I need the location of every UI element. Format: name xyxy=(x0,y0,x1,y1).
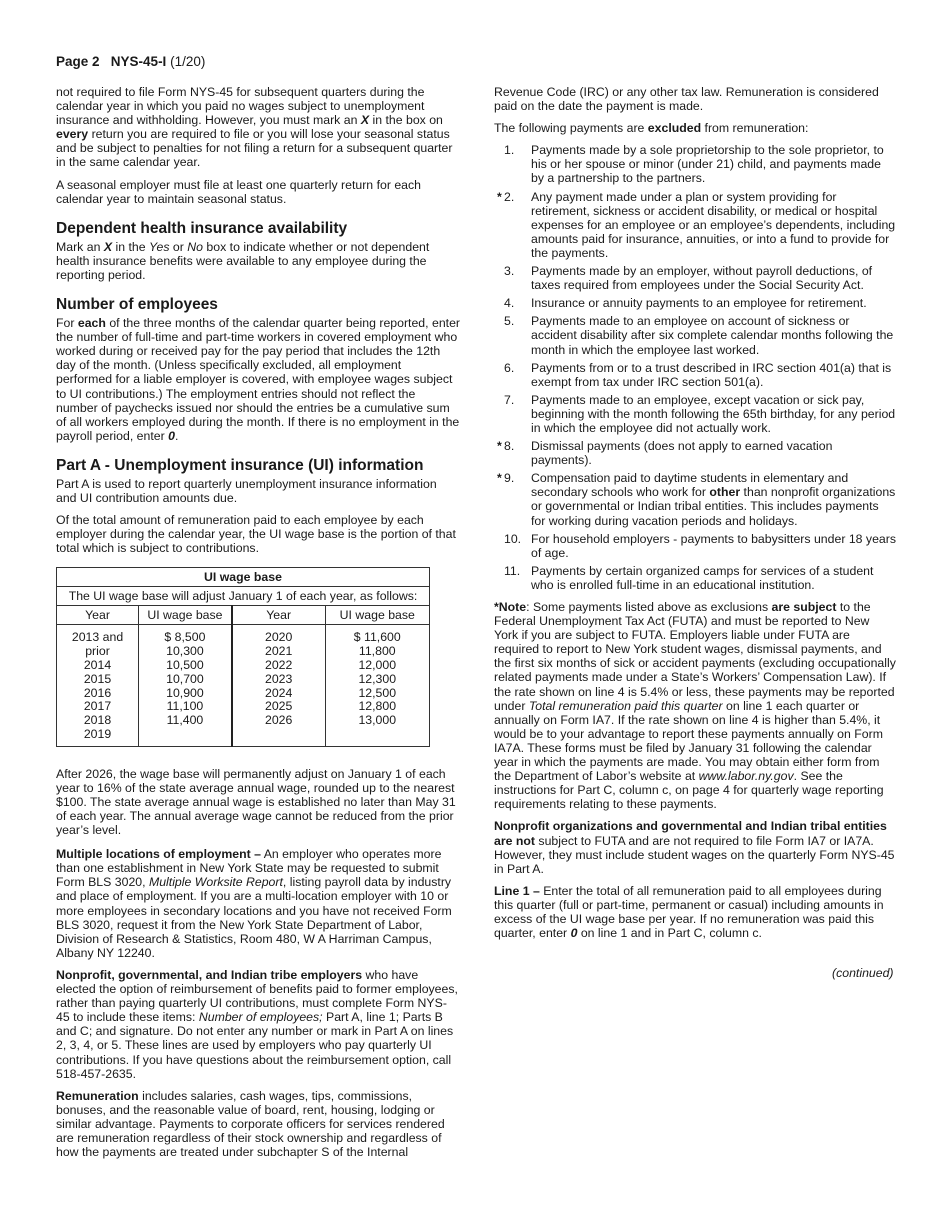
table-cell: 11,800 xyxy=(358,644,396,659)
asterisk-marker: * xyxy=(497,189,502,204)
table-data-row xyxy=(57,625,430,746)
item-number: 1. xyxy=(504,143,515,158)
table-wage-column xyxy=(139,625,232,746)
table-cell: 2017 xyxy=(83,699,112,714)
right-column xyxy=(494,85,896,948)
table-cell: 11,400 xyxy=(166,713,204,728)
form-date: (1/20) xyxy=(170,54,206,69)
left-column xyxy=(56,85,460,1167)
item-text: Compensation paid to daytime students in elementary and secondary schools who work for xyxy=(531,471,849,500)
table-cell: 2013 and prior xyxy=(71,630,124,659)
table-cell: 12,300 xyxy=(358,671,397,686)
exclusion-item xyxy=(494,296,896,310)
table-cell: 2015 xyxy=(83,671,112,686)
table-cell: 10,300 xyxy=(166,644,204,659)
note-paragraph: *Note: Some payments listed above as exclusions are subject to the Federal Unemployment Tax Act (FUTA) and must be reported to New York if you are subject to FUTA. Employers liable under FUTA are required to report to New York student wages, dismissal payments, and the first six months of sick or accident payments (excluding occupationally related payments made under a State’s Workers’ Compensation Law). If the rate shown on line 4 is 5.4% or less, these payments may be reported under Total remuneration paid this quarter on line 1 each quarter or annually on Form IA7. If the rate shown on line 4 is higher than 5.4%, it would be to your advantage to report these payments annually on Form IA7A. These forms must be filed by January 31 following the calendar year in which the payments are made. You may obtain either form from the Department of Labor’s website at www.labor.ny.gov. See the instructions for Part C, column c, on page 4 for quarterly wage reporting requirements relating to these payments. xyxy=(494,600,896,812)
part-a-paragraph-2: Of the total amount of remuneration paid to each employee by each employer during the calendar year, the UI wage base is the portion of that total which is subject to contributions. xyxy=(56,513,456,556)
exclusion-item xyxy=(494,314,896,356)
exclusion-item xyxy=(494,143,896,185)
item-text: For household employers - payments to babysitters under 18 years of age. xyxy=(531,531,896,560)
item-text: Any payment made under a plan or system providing for retirement, sickness or accident disability, or medical or hospital expenses for an employee or an employee’s dependents, including amounts paid for insurance, annuities, or into a fund to provide for the payments. xyxy=(531,189,896,260)
table-cell: 2021 xyxy=(264,644,293,659)
item-number: 6. xyxy=(504,360,515,375)
ui-wage-base-table xyxy=(56,567,430,746)
table-cell: 2022 xyxy=(264,657,293,672)
table-year-column xyxy=(57,625,139,746)
item-text: Payments by certain organized camps for services of a student who is enrolled full-time in an educational institution. xyxy=(531,563,874,592)
table-subtitle: The UI wage base will adjust January 1 of each year, as follows: xyxy=(57,587,430,606)
page-header xyxy=(56,54,205,69)
table-header: UI wage base xyxy=(325,606,429,625)
item-text: Payments made by a sole proprietorship to the sole proprietor, to his or her spouse or minor (under 21) child, and payments made by a partnership to the partners. xyxy=(531,143,884,186)
exclusion-item xyxy=(494,393,896,435)
table-title: UI wage base xyxy=(57,568,430,587)
page-number: Page 2 xyxy=(56,54,100,69)
item-number: 7. xyxy=(504,392,515,407)
table-wage-column xyxy=(325,625,429,746)
item-text: Dismissal payments (does not apply to earned vacation payments). xyxy=(531,439,833,468)
heading-number-of-employees: Number of employees xyxy=(56,296,218,314)
heading-part-a: Part A - Unemployment insurance (UI) information xyxy=(56,456,424,474)
item-number: 2. xyxy=(504,189,515,204)
table-cell: 10,700 xyxy=(166,671,204,686)
exclusion-item xyxy=(494,471,896,527)
part-a-paragraph-1: Part A is used to report quarterly unemployment insurance information and UI contribution amounts due. xyxy=(56,476,437,505)
exclusion-item xyxy=(494,564,896,592)
exclusion-item xyxy=(494,439,896,467)
table-cell: 2018 xyxy=(83,713,112,728)
continued-label: (continued) xyxy=(832,966,894,980)
item-number: 8. xyxy=(504,439,515,454)
item-text: than nonprofit organizations or governmental or Indian tribal entities. This includes payments for working during vacation periods and holidays. xyxy=(531,485,896,528)
asterisk-marker: * xyxy=(497,471,502,486)
table-cell: 2023 xyxy=(264,671,293,686)
item-number: 11. xyxy=(504,563,521,578)
table-header: Year xyxy=(232,606,325,625)
table-cell: 2026 xyxy=(264,713,293,728)
item-text: other xyxy=(709,485,741,500)
excluded-intro: The following payments are excluded from remuneration: xyxy=(494,121,809,136)
dependent-health-paragraph: Mark an X in the Yes or No box to indicate whether or not dependent health insurance benefits were available to any employee during the reporting period. xyxy=(56,239,430,282)
table-cell: 11,100 xyxy=(166,699,204,714)
item-text: Payments from or to a trust described in IRC section 401(a) that is exempt from tax under IRC section 501(a). xyxy=(531,360,892,389)
form-id: NYS-45-I xyxy=(110,54,167,69)
item-text: Payments made to an employee on account of sickness or accident disability after six complete calendar months following the month in which the employee last worked. xyxy=(531,314,894,357)
table-cell: 2019 xyxy=(83,726,112,741)
item-text: Payments made to an employee, except vacation or sick pay, beginning with the month following the 65th birthday, for any period in which the employee did not actually work. xyxy=(531,392,896,435)
table-header: Year xyxy=(57,606,139,625)
table-cell: 12,800 xyxy=(358,699,397,714)
remuneration-continued: Revenue Code (IRC) or any other tax law. Remuneration is considered paid on the date the payment is made. xyxy=(494,85,879,114)
exclusion-item xyxy=(494,361,896,389)
table-cell: 13,000 xyxy=(358,713,397,728)
seasonal-paragraph: not required to file Form NYS-45 for subsequent quarters during the calendar year in which you paid no wages subject to unemployment insurance and withholding. However, you must mark an X in the box on every return you are required to file or you will lose your seasonal status and be subject to penalties for not filing a return for a subsequent quarter in the same calendar year. xyxy=(56,85,453,170)
exclusions-list xyxy=(494,143,896,592)
table-cell: 2024 xyxy=(264,685,293,700)
item-number: 5. xyxy=(504,314,515,329)
table-cell: 2020 xyxy=(264,630,293,645)
item-number: 4. xyxy=(504,296,515,311)
exclusion-item xyxy=(494,190,896,260)
item-number: 9. xyxy=(504,471,515,486)
table-cell: 2025 xyxy=(264,699,293,714)
nonprofit-employers-paragraph: Nonprofit, governmental, and Indian tribe employers who have elected the option of reimbursement of benefits paid to former employees, rather than paying quarterly UI contributions, must complete Form NYS-45 to include these items: Number of employees; Part A, line 1; Parts B and C; and signature. Do not enter any number or mark in Part A on lines 2, 3, 4, or 5. These lines are used by employers who pay quarterly UI contributions. If you have questions about the reimbursement option, call 518-457-2635. xyxy=(56,967,458,1081)
asterisk-marker: * xyxy=(497,439,502,454)
exclusion-item xyxy=(494,264,896,292)
table-cell: 10,500 xyxy=(166,657,204,672)
line-1-paragraph: Line 1 – Enter the total of all remuneration paid to all employees during this quarter (full or part-time, permanent or casual) including amounts in excess of the UI wage base per year. If no remuneration was paid this quarter, enter 0 on line 1 and in Part C, column c. xyxy=(494,883,884,941)
nonprofit-organizations-paragraph: Nonprofit organizations and governmental and Indian tribal entities are not subject to FUTA and are not required to file Form IA7 or IA7A. However, they must include student wages on the quarterly Form NYS-45 in Part A. xyxy=(494,819,895,876)
remuneration-paragraph: Remuneration includes salaries, cash wages, tips, commissions, bonuses, and the reasonable value of board, rent, housing, lodging or similar advantage. Payments to corporate officers for services rendered are remuneration regardless of their stock ownership and regardless of how the payments are treated under subchapter S of the Internal xyxy=(56,1088,445,1160)
table-cell: 2016 xyxy=(83,685,112,700)
table-header: UI wage base xyxy=(139,606,232,625)
table-cell: 12,500 xyxy=(358,685,397,700)
item-text: Insurance or annuity payments to an employee for retirement. xyxy=(531,296,867,311)
item-number: 3. xyxy=(504,264,515,279)
item-text: Payments made by an employer, without payroll deductions, of taxes required from employees under the Social Security Act. xyxy=(531,264,873,293)
multiple-locations-paragraph: Multiple locations of employment – An employer who operates more than one establishment in New York State may be requested to submit Form BLS 3020, Multiple Worksite Report, listing payroll data by industry and place of employment. If you are a multi-location employer with 10 or more employees in secondary locations and you have not received Form BLS 3020, request it from the New York State Department of Labor, Division of Research & Statistics, Room 480, W A Harriman Campus, Albany NY 12240. xyxy=(56,847,452,960)
table-cell: $ 11,600 xyxy=(353,630,401,645)
number-of-employees-paragraph: For each of the three months of the calendar quarter being reported, enter the number of full-time and part-time workers in covered employment who worked during or received pay for the pay period that includes the 12th day of the month. (Unless specifically excluded, all employment performed for a liable employer is covered, with employee wages subject to UI contributions.) The employment entries should not reflect the number of paychecks issued nor should the entries be a cumulative sum of all workers employed during the month. If there is no employment in the payroll period, enter 0. xyxy=(56,316,461,443)
heading-dependent-health: Dependent health insurance availability xyxy=(56,219,348,237)
seasonal-paragraph-2: A seasonal employer must file at least one quarterly return for each calendar year to maintain seasonal status. xyxy=(56,177,421,206)
table-cell: 2014 xyxy=(83,657,112,672)
table-cell: 12,000 xyxy=(358,657,397,672)
after-2026-paragraph: After 2026, the wage base will permanently adjust on January 1 of each year to 16% of the state average annual wage, rounded up to the nearest $100. The state average annual wage is established no later than May 31 of each year. The annual average wage cannot be reduced from the prior year’s level. xyxy=(56,766,456,838)
table-cell: 10,900 xyxy=(166,685,204,700)
item-number: 10. xyxy=(504,531,522,546)
exclusion-item xyxy=(494,532,896,560)
table-year-column xyxy=(232,625,325,746)
table-cell: $ 8,500 xyxy=(164,630,206,645)
table-header-row xyxy=(57,606,430,625)
